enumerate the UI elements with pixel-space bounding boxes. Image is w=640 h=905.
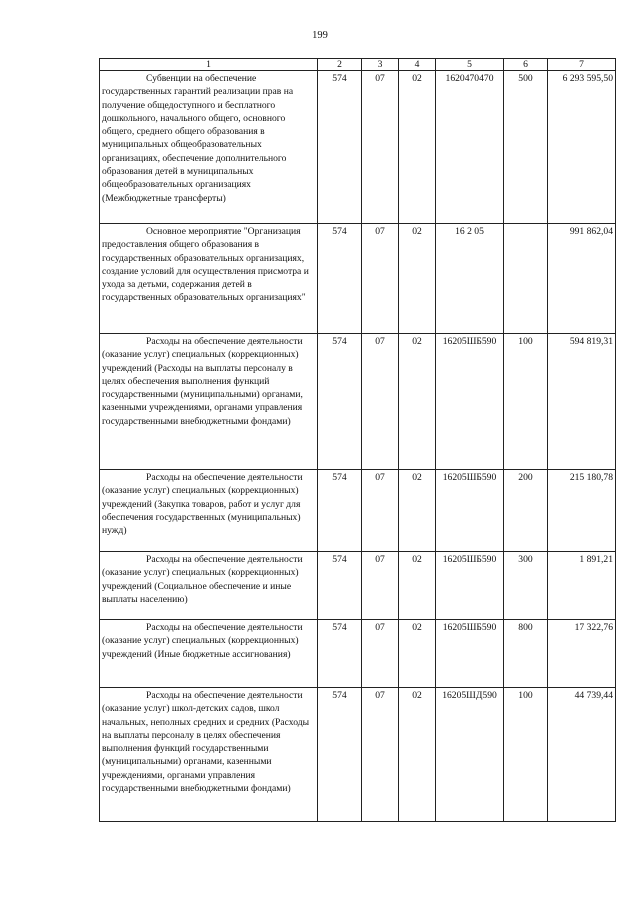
row-col2: 574 — [318, 334, 362, 470]
header-col-7: 7 — [548, 59, 616, 71]
row-col5: 16205ШБ590 — [436, 334, 504, 470]
row-col6: 100 — [504, 334, 548, 470]
row-col7: 1 891,21 — [548, 552, 616, 620]
row-col4: 02 — [399, 224, 436, 334]
row-col6: 500 — [504, 71, 548, 224]
row-description: Расходы на обеспечение деятельности (оказание услуг) специальных (коррекционных) учреждений (Социальное обеспечение и иные выплаты населению) — [100, 552, 318, 620]
row-col6: 300 — [504, 552, 548, 620]
header-col-4: 4 — [399, 59, 436, 71]
header-col-6: 6 — [504, 59, 548, 71]
row-col5: 16205ШБ590 — [436, 470, 504, 552]
row-col3: 07 — [362, 688, 399, 822]
header-col-3: 3 — [362, 59, 399, 71]
row-col4: 02 — [399, 552, 436, 620]
row-col2: 574 — [318, 688, 362, 822]
table-row — [100, 71, 616, 224]
row-col3: 07 — [362, 552, 399, 620]
row-col4: 02 — [399, 688, 436, 822]
table-row — [100, 224, 616, 334]
row-col3: 07 — [362, 334, 399, 470]
row-col7: 44 739,44 — [548, 688, 616, 822]
row-col2: 574 — [318, 552, 362, 620]
row-col2: 574 — [318, 470, 362, 552]
row-description: Расходы на обеспечение деятельности (оказание услуг) школ-детских садов, школ начальных, неполных средних и средних (Расходы на выплаты персоналу в целях обеспечения выполнения функций государственными (муниципальными) органами, казенными учреждениями, органами управления государственными внебюджетными фондами) — [100, 688, 318, 822]
row-col5: 1620470470 — [436, 71, 504, 224]
row-col4: 02 — [399, 334, 436, 470]
header-col-2: 2 — [318, 59, 362, 71]
row-col3: 07 — [362, 470, 399, 552]
row-col2: 574 — [318, 620, 362, 688]
row-col6: 100 — [504, 688, 548, 822]
row-description: Расходы на обеспечение деятельности (оказание услуг) специальных (коррекционных) учреждений (Иные бюджетные ассигнования) — [100, 620, 318, 688]
table-row — [100, 620, 616, 688]
row-col7: 6 293 595,50 — [548, 71, 616, 224]
row-col3: 07 — [362, 620, 399, 688]
row-col3: 07 — [362, 224, 399, 334]
table-row — [100, 688, 616, 822]
row-description: Расходы на обеспечение деятельности (оказание услуг) специальных (коррекционных) учреждений (Расходы на выплаты персоналу в целях обеспечения выполнения функций государственными (муниципальными) органами, казенными учреждениями, органами управления государственными внебюджетными фондами) — [100, 334, 318, 470]
row-col4: 02 — [399, 71, 436, 224]
row-col7: 215 180,78 — [548, 470, 616, 552]
header-col-1: 1 — [100, 59, 318, 71]
row-col6 — [504, 224, 548, 334]
table-row — [100, 470, 616, 552]
row-col5: 16205ШБ590 — [436, 552, 504, 620]
row-col7: 594 819,31 — [548, 334, 616, 470]
row-col5: 16205ШБ590 — [436, 620, 504, 688]
row-col7: 991 862,04 — [548, 224, 616, 334]
row-description: Основное мероприятие "Организация предоставления общего образования в государственных образовательных организациях, создание условий для осуществления присмотра и ухода за детьми, содержания детей в государственных образовательных организациях" — [100, 224, 318, 334]
row-col6: 200 — [504, 470, 548, 552]
row-col4: 02 — [399, 470, 436, 552]
row-description: Субвенции на обеспечение государственных гарантий реализации прав на получение общедоступного и бесплатного дошкольного, начального общего, основного общего, среднего общего образования в муниципальных общеобразовательных организациях, обеспечение дополнительного образования детей в муниципальных общеобразовательных организациях (Межбюджетные трансферты) — [100, 71, 318, 224]
budget-table — [99, 58, 616, 822]
row-col2: 574 — [318, 71, 362, 224]
row-col3: 07 — [362, 71, 399, 224]
table-row — [100, 334, 616, 470]
table-row — [100, 552, 616, 620]
row-col2: 574 — [318, 224, 362, 334]
page-number: 199 — [312, 30, 328, 41]
header-col-5: 5 — [436, 59, 504, 71]
row-col7: 17 322,76 — [548, 620, 616, 688]
row-col5: 16205ШД590 — [436, 688, 504, 822]
row-col6: 800 — [504, 620, 548, 688]
row-col5: 16 2 05 — [436, 224, 504, 334]
table-header-row — [100, 59, 616, 71]
row-col4: 02 — [399, 620, 436, 688]
row-description: Расходы на обеспечение деятельности (оказание услуг) специальных (коррекционных) учреждений (Закупка товаров, работ и услуг для обеспечения государственных (муниципальных) нужд) — [100, 470, 318, 552]
